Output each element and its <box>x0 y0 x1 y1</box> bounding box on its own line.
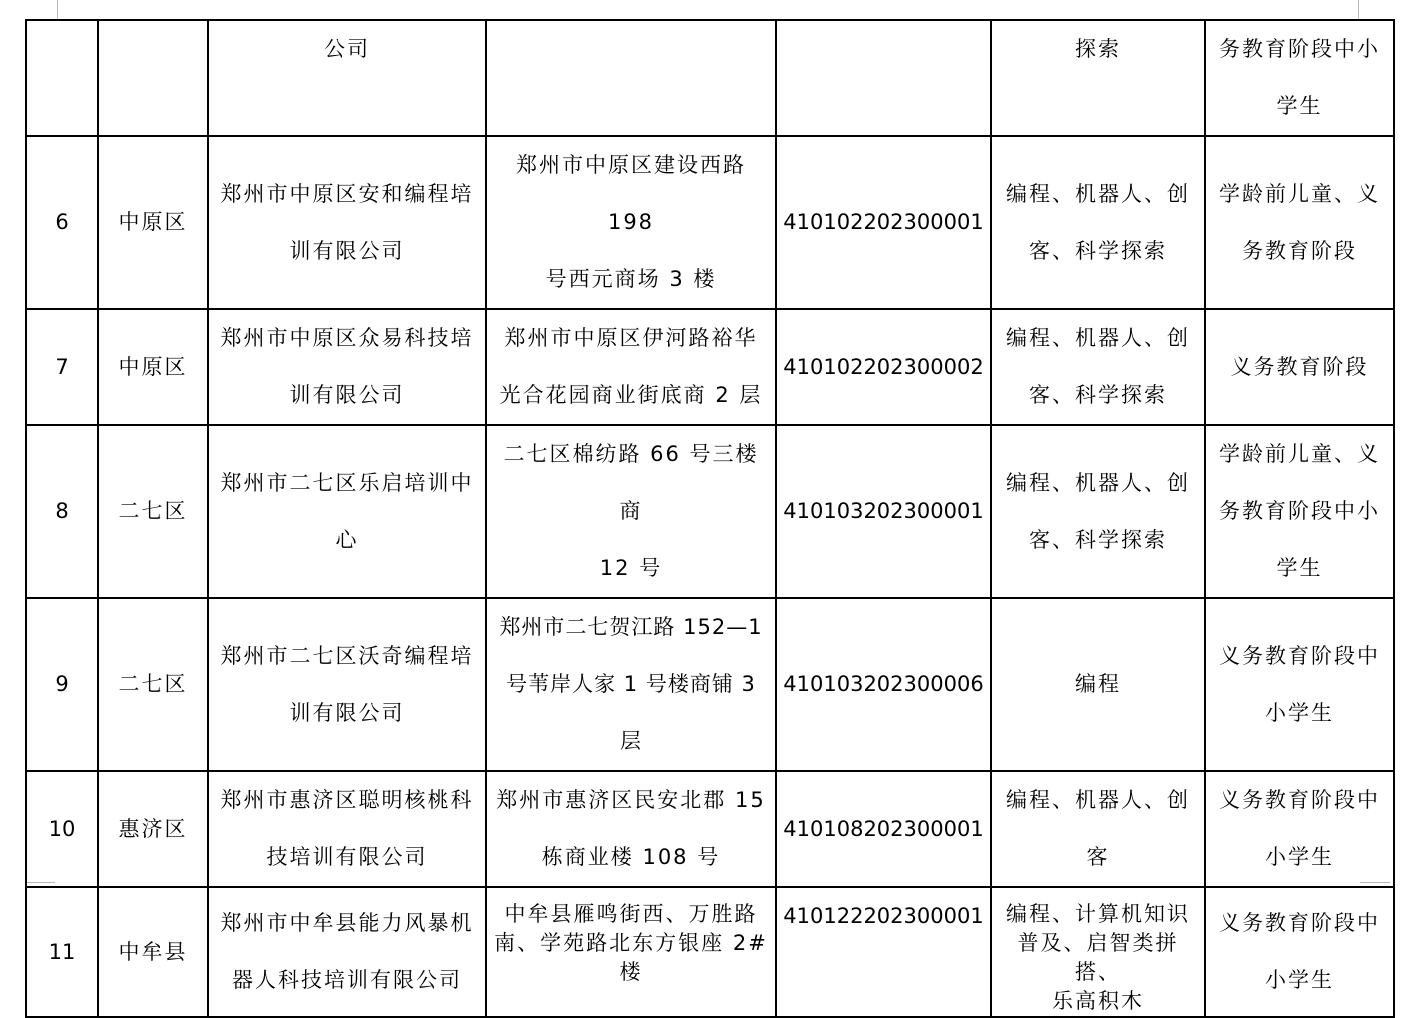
cell-target <box>1205 598 1394 771</box>
cell-line: 南、学苑路北东方银座 2# <box>494 931 768 955</box>
cell-line: 乐高积木 <box>1052 989 1144 1013</box>
cell-line: 客、科学探索 <box>1029 383 1167 407</box>
cell-address <box>486 20 776 136</box>
cell-name <box>208 136 486 309</box>
cell-line: 务教育阶段 <box>1242 238 1357 263</box>
cell-code: 410103202300001 <box>776 425 991 598</box>
cell-content <box>991 425 1205 598</box>
cell-line: 训有限公司 <box>289 238 405 263</box>
cell-no <box>26 20 98 136</box>
cell-code: 410102202300002 <box>776 309 991 425</box>
cell-no: 10 <box>26 771 98 887</box>
cell-code <box>776 20 991 136</box>
cell-address <box>486 425 776 598</box>
cell-content <box>991 887 1205 1017</box>
cell-line: 义务教育阶段中 <box>1219 643 1380 668</box>
cell-line: 编程、机器人、创 <box>1006 326 1190 350</box>
cell-line: 号苇岸人家 1 号楼商铺 3 层 <box>506 672 756 753</box>
cell-line: 客、科学探索 <box>1029 238 1167 263</box>
cell-line: 心 <box>335 527 359 552</box>
cell-district: 中原区 <box>98 136 208 309</box>
cell-district: 二七区 <box>98 598 208 771</box>
cell-no: 7 <box>26 309 98 425</box>
table-row <box>26 425 1394 598</box>
cell-content <box>991 136 1205 309</box>
cell-district: 惠济区 <box>98 771 208 887</box>
cell-name <box>208 598 486 771</box>
cell-code: 410103202300006 <box>776 598 991 771</box>
cell-no: 6 <box>26 136 98 309</box>
cell-address <box>486 309 776 425</box>
cell-name: 公司 <box>208 20 486 136</box>
table-row <box>26 136 1394 309</box>
cell-district <box>98 20 208 136</box>
cell-line: 普及、启智类拼搭、 <box>1017 931 1179 984</box>
cell-line: 郑州市中原区建设西路198 <box>516 153 746 234</box>
table-row <box>26 20 1394 136</box>
cell-line: 郑州市惠济区聪明核桃科 <box>220 788 474 812</box>
cell-address <box>486 887 776 1017</box>
cell-line: 客、科学探索 <box>1029 527 1167 552</box>
cell-line: 义务教育阶段中 <box>1219 788 1380 812</box>
cell-line: 郑州市中原区众易科技培 <box>220 326 474 350</box>
cell-code: 410122202300001 <box>776 887 991 1017</box>
cell-content: 编程 <box>991 598 1205 771</box>
cell-address <box>486 136 776 309</box>
cell-name <box>208 887 486 1017</box>
cell-line: 郑州市二七区乐启培训中 <box>220 470 474 495</box>
cell-content <box>991 309 1205 425</box>
cell-line: 技培训有限公司 <box>266 845 428 869</box>
cell-line: 学龄前儿童、义 <box>1219 181 1380 206</box>
cell-no: 9 <box>26 598 98 771</box>
cell-line: 栋商业楼 108 号 <box>541 845 721 869</box>
cell-code: 410108202300001 <box>776 771 991 887</box>
cell-line: 编程、机器人、创 <box>1006 181 1190 206</box>
cell-code: 410102202300001 <box>776 136 991 309</box>
cell-address <box>486 598 776 771</box>
cell-line: 二七区棉纺路 66 号三楼商 <box>503 442 759 523</box>
cell-content <box>991 771 1205 887</box>
cell-line: 小学生 <box>1265 968 1334 992</box>
cell-district: 中原区 <box>98 309 208 425</box>
cell-line: 楼 <box>619 960 643 984</box>
cell-line: 号西元商场 3 楼 <box>545 267 717 291</box>
cell-line: 郑州市二七区沃奇编程培 <box>220 643 474 668</box>
cell-name <box>208 309 486 425</box>
cell-line: 训有限公司 <box>289 383 405 407</box>
cell-line: 小学生 <box>1265 700 1334 725</box>
cell-line: 务教育阶段中小 <box>1219 499 1380 523</box>
cell-name <box>208 771 486 887</box>
cell-target <box>1205 771 1394 887</box>
cell-line: 学龄前儿童、义 <box>1219 442 1380 466</box>
cell-target <box>1205 887 1394 1017</box>
cell-no: 11 <box>26 887 98 1017</box>
cell-line: 学生 <box>1276 94 1323 118</box>
cell-target: 义务教育阶段 <box>1205 309 1394 425</box>
table-row <box>26 309 1394 425</box>
cell-line: 器人科技培训有限公司 <box>232 968 462 992</box>
cell-district: 中牟县 <box>98 887 208 1017</box>
cell-district: 二七区 <box>98 425 208 598</box>
cell-line: 12 号 <box>599 556 663 580</box>
table-row <box>26 771 1394 887</box>
cell-line: 编程、机器人、创 <box>1006 788 1190 812</box>
cell-line: 小学生 <box>1265 845 1334 869</box>
cell-line: 郑州市惠济区民安北郡 15 <box>496 788 766 812</box>
cell-line: 编程、机器人、创 <box>1006 470 1190 495</box>
cell-line: 编程、计算机知识 <box>1006 902 1190 926</box>
crop-mark-top-right <box>1358 0 1359 19</box>
table-row <box>26 598 1394 771</box>
cell-no: 8 <box>26 425 98 598</box>
cell-line: 郑州市中原区伊河路裕华 <box>504 326 758 350</box>
table-row <box>26 887 1394 1017</box>
institution-table <box>25 19 1395 1018</box>
cell-line: 客 <box>1086 845 1110 869</box>
cell-target <box>1205 20 1394 136</box>
cell-line: 训有限公司 <box>289 700 405 725</box>
cell-line: 中牟县雁鸣街西、万胜路 <box>504 902 758 926</box>
cell-target <box>1205 136 1394 309</box>
cell-line: 郑州市二七贺江路 152—1 <box>499 615 763 639</box>
cell-name <box>208 425 486 598</box>
cell-address <box>486 771 776 887</box>
cell-line: 光合花园商业街底商 2 层 <box>499 383 763 407</box>
cell-line: 郑州市中原区安和编程培 <box>220 181 474 206</box>
cell-content: 探索 <box>991 20 1205 136</box>
cell-line: 义务教育阶段中 <box>1219 911 1380 935</box>
crop-mark-top-left <box>57 0 58 19</box>
cell-line: 郑州市中牟县能力风暴机 <box>220 911 474 935</box>
cell-line: 务教育阶段中小 <box>1219 37 1380 61</box>
cell-line: 学生 <box>1276 556 1323 580</box>
cell-target <box>1205 425 1394 598</box>
